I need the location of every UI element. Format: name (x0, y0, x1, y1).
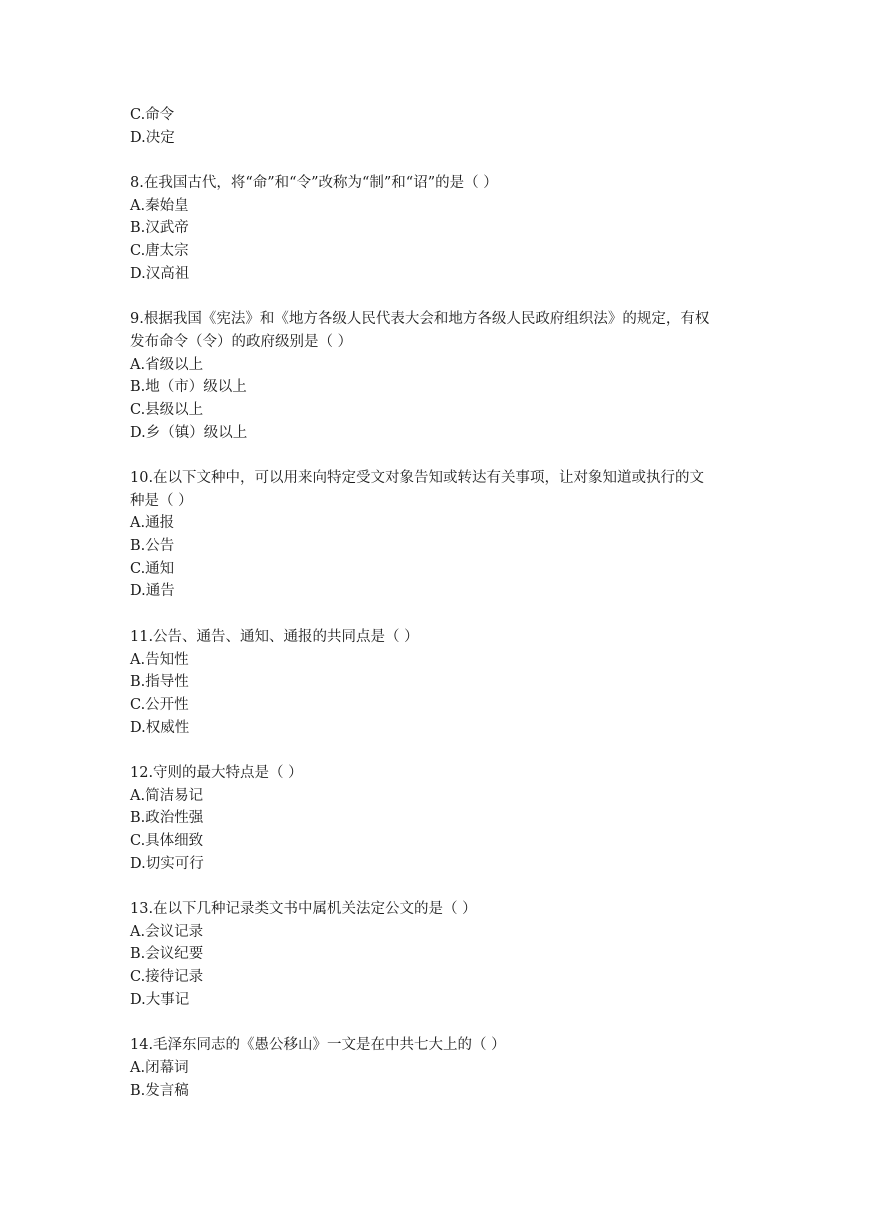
option-11-a: A.告知性 (130, 651, 189, 668)
option-11-c: C.公开性 (130, 696, 189, 713)
option-11-b: B.指导性 (130, 674, 189, 691)
option-8-c: C.唐太宗 (130, 243, 189, 260)
question-14 (130, 1034, 750, 1102)
question-13-stem: 13.在以下几种记录类文书中属机关法定公文的是（ ） (130, 901, 477, 918)
question-11 (130, 626, 750, 739)
spacer (130, 444, 750, 467)
option-9-a: A.省级以上 (130, 356, 204, 373)
option-9-c: C.县级以上 (130, 401, 204, 418)
question-8-stem: 8.在我国古代，将“命”和“令”改称为“制”和“诏”的是（ ） (130, 175, 498, 192)
option-10-b: B.公告 (130, 538, 175, 555)
spacer (130, 1012, 750, 1035)
option-14-b: B.发言稿 (130, 1082, 189, 1099)
option-12-c: C.具体细致 (130, 833, 204, 849)
option-10-d: D.通告 (130, 583, 175, 600)
question-12-stem: 12.守则的最大特点是（ ） (130, 764, 303, 781)
spacer (130, 875, 750, 898)
question-10-stem-line-1: 10.在以下文种中，可以用来向特定受文对象告知或转达有关事项，让对象知道或执行的文 (130, 470, 705, 486)
option-14-a: A.闭幕词 (130, 1059, 189, 1076)
question-10-stem-line-2: 种是（ ） (130, 492, 193, 509)
question-list (130, 104, 750, 1102)
option-11-d: D.权威性 (130, 719, 190, 736)
option-12-d: D.切实可行 (130, 855, 204, 872)
option-8-a: A.秦始皇 (130, 197, 189, 214)
option-12-a: A.简洁易记 (130, 787, 204, 804)
option-8-b: B.汉武帝 (130, 220, 189, 237)
option-13-a: A.会议记录 (130, 923, 204, 940)
question-14-stem: 14.毛泽东同志的《愚公移山》一文是在中共七大上的（ ） (130, 1037, 506, 1054)
spacer (130, 603, 750, 626)
question-9-stem-line-2: 发布命令（令）的政府级别是（ ） (130, 333, 353, 350)
option-12-b: B.政治性强 (130, 810, 204, 827)
spacer (130, 286, 750, 309)
question-13 (130, 898, 750, 1011)
question-7-continuation (130, 104, 750, 149)
option-7-c: C.命令 (130, 107, 175, 123)
question-12 (130, 762, 750, 875)
question-11-stem: 11.公告、通告、通知、通报的共同点是（ ） (130, 628, 419, 645)
question-9-stem-line-1: 9.根据我国《宪法》和《地方各级人民代表大会和地方各级人民政府组织法》的规定，有权 (130, 311, 710, 328)
option-10-c: C.通知 (130, 560, 175, 577)
option-9-b: B.地（市）级以上 (130, 379, 247, 396)
spacer (130, 739, 750, 762)
option-13-c: C.接待记录 (130, 969, 204, 986)
question-8 (130, 172, 750, 285)
option-8-d: D.汉高祖 (130, 265, 190, 282)
spacer (130, 149, 750, 172)
option-13-d: D.大事记 (130, 991, 190, 1008)
question-10 (130, 467, 750, 603)
option-13-b: B.会议纪要 (130, 946, 204, 963)
option-9-d: D.乡（镇）级以上 (130, 424, 248, 441)
option-7-d: D.决定 (130, 129, 175, 146)
option-10-a: A.通报 (130, 515, 175, 532)
question-9 (130, 308, 750, 444)
